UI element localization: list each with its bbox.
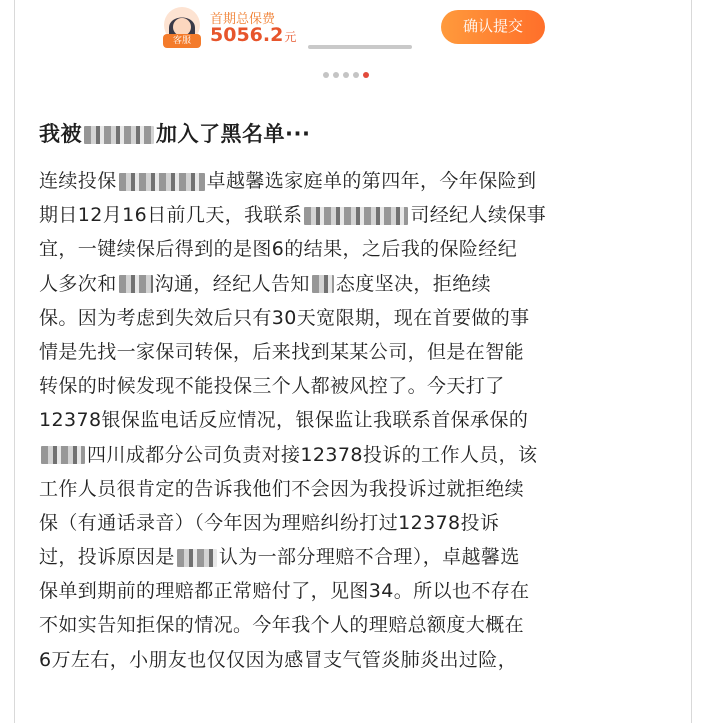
body-line <box>39 301 679 335</box>
body-line <box>39 232 679 266</box>
redacted-text <box>304 207 408 225</box>
carousel-dot[interactable] <box>353 72 359 78</box>
title-text-end: 加入了黑名单··· <box>156 122 311 146</box>
body-line <box>39 506 679 540</box>
body-line <box>39 540 679 574</box>
confirm-submit-button[interactable]: 确认提交 <box>441 10 545 44</box>
premium-bar <box>15 0 691 62</box>
redacted-text <box>119 173 205 191</box>
line-text: 四川成都分公司负责对接12378投诉的工作人员，该 <box>87 443 538 466</box>
body-line <box>39 198 679 232</box>
line-text: 保单到期前的理赔都正常赔付了，见图34。所以也不存在 <box>39 580 530 603</box>
line-text: 态度坚决，拒绝续 <box>335 272 492 295</box>
carousel-dots <box>323 72 369 80</box>
line-text: 宜，一键续保后得到的是图6的结果，之后我的保险经纪 <box>39 238 518 261</box>
carousel-dot[interactable] <box>333 72 339 78</box>
line-text: 连续投保 <box>39 170 117 192</box>
premium-label: 首期总保费 <box>210 12 276 27</box>
redacted-text <box>119 275 153 293</box>
body-line <box>39 164 679 198</box>
carousel-dot-active[interactable] <box>363 72 369 78</box>
line-text: 司经纪人续保事 <box>410 204 547 227</box>
line-text: 12378银保监电话反应情况，银保监让我联系首保承保的 <box>39 409 529 432</box>
premium-amount <box>210 24 296 46</box>
redacted-text <box>41 446 85 464</box>
line-text: 工作人员很肯定的告诉我他们不会因为我投诉过就拒绝续 <box>39 477 525 500</box>
line-text: 情是先找一家保司转保，后来找到某某公司，但是在智能 <box>39 340 525 363</box>
redacted-text <box>84 126 154 144</box>
customer-service-label: 客服 <box>163 34 201 48</box>
premium-value: 5056.2 <box>210 24 284 46</box>
line-text: 期日12月16日前几天，我联系 <box>39 204 303 227</box>
line-text: 转保的时候发现不能投保三个人都被风控了。今天打了 <box>39 375 505 398</box>
line-text: 过，投诉原因是 <box>39 546 175 569</box>
body-line <box>39 438 679 472</box>
line-text: 认为一部分理赔不合理），卓越馨选 <box>218 546 520 569</box>
body-line <box>39 267 679 301</box>
body-line <box>39 574 679 608</box>
premium-unit: 元 <box>284 30 297 44</box>
article-body <box>39 164 679 677</box>
carousel-dot[interactable] <box>323 72 329 78</box>
line-text: 沟通，经纪人告知 <box>154 272 310 295</box>
redacted-text <box>177 549 217 567</box>
line-text: 不如实告知拒保的情况。今年我个人的理赔总额度大概在 <box>39 614 525 637</box>
carousel-dot[interactable] <box>343 72 349 78</box>
body-line <box>39 472 679 506</box>
screenshot-frame <box>14 0 692 723</box>
redacted-text <box>312 275 334 293</box>
line-text: 6万左右，小朋友也仅仅因为感冒支气管炎肺炎出过险， <box>39 648 518 671</box>
body-line <box>39 369 679 403</box>
line-text: 保（有通话录音）（今年因为理赔纠纷打过12378投诉 <box>39 511 500 534</box>
body-line <box>39 403 679 437</box>
article-title <box>39 118 310 148</box>
line-text: 保。因为考虑到失效后只有30天宽限期，现在首要做的事 <box>39 306 530 329</box>
body-line <box>39 643 679 677</box>
title-text-start: 我被 <box>39 122 82 146</box>
line-text: 人多次和 <box>39 272 117 295</box>
scroll-indicator <box>308 45 412 49</box>
line-text: 卓越馨选家庭单的第四年，今年保险到 <box>206 170 537 192</box>
body-line <box>39 335 679 369</box>
body-line <box>39 608 679 642</box>
